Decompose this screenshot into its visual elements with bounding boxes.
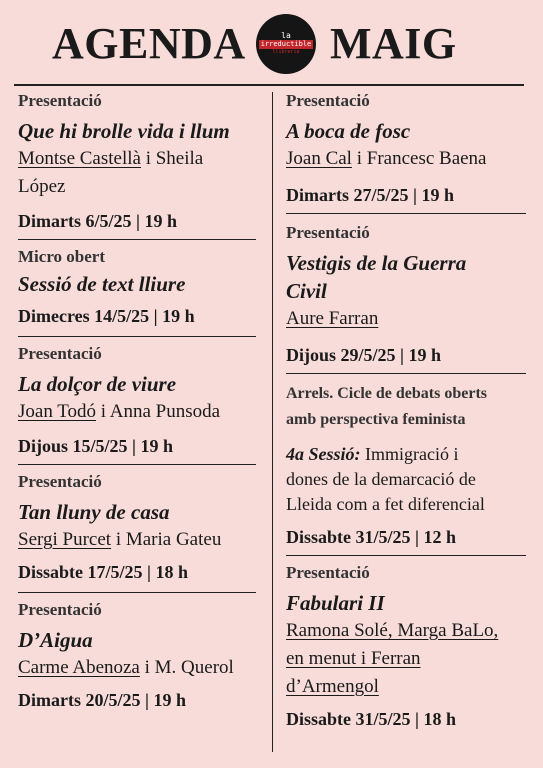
author-rest: i Anna Punsoda bbox=[96, 401, 221, 422]
event-separator bbox=[18, 336, 256, 337]
event-separator bbox=[286, 213, 526, 214]
description-line1: Immigració i bbox=[360, 444, 459, 464]
column-divider bbox=[272, 92, 273, 752]
event-people bbox=[286, 617, 534, 645]
event-people-line2 bbox=[286, 645, 534, 673]
event-category: Arrels. Cicle de debats oberts bbox=[286, 385, 487, 402]
event-category: Presentació bbox=[286, 223, 370, 242]
logo-text-llibreria: llibreria bbox=[272, 49, 300, 55]
event-people bbox=[18, 145, 268, 173]
title-agenda: AGENDA bbox=[52, 19, 246, 68]
event-people-line2: López bbox=[18, 176, 66, 197]
session-label: 4a Sessió: bbox=[286, 444, 361, 464]
event-category: Presentació bbox=[18, 91, 102, 110]
event-description bbox=[286, 442, 534, 467]
author-rest: i Sheila bbox=[140, 148, 204, 169]
bookshop-logo bbox=[256, 14, 316, 74]
event-people-line3 bbox=[286, 673, 534, 701]
author-link: Ramona Solé, Marga BaLo, bbox=[286, 620, 499, 641]
event-date: Dimarts 6/5/25 | 19 h bbox=[18, 211, 177, 231]
event-tan-lluny bbox=[18, 471, 268, 593]
event-title: Fabulari II bbox=[286, 591, 385, 615]
event-title: D’Aigua bbox=[18, 628, 93, 652]
event-category: Micro obert bbox=[18, 247, 106, 266]
description-line2: dones de la demarcació de bbox=[286, 469, 476, 489]
event-title: Vestigis de la Guerra bbox=[286, 251, 467, 275]
event-separator bbox=[286, 373, 526, 374]
event-vestigis bbox=[286, 222, 534, 374]
author-link: d’Armengol bbox=[286, 676, 379, 697]
event-arrels bbox=[286, 380, 534, 556]
event-date: Dissabte 17/5/25 | 18 h bbox=[18, 562, 188, 582]
event-date: Dimarts 20/5/25 | 19 h bbox=[18, 690, 186, 710]
event-date: Dijous 29/5/25 | 19 h bbox=[286, 345, 441, 365]
event-category: Presentació bbox=[18, 344, 102, 363]
event-separator bbox=[18, 592, 256, 593]
event-title: Sessió de text lliure bbox=[18, 272, 186, 296]
event-people bbox=[18, 654, 268, 682]
event-people bbox=[18, 526, 268, 554]
author-link: Aure Farran bbox=[286, 308, 379, 329]
event-date: Dissabte 31/5/25 | 12 h bbox=[286, 527, 456, 547]
header-rule bbox=[14, 84, 524, 86]
event-title-line2: Civil bbox=[286, 279, 327, 303]
author-link: Montse Castellà bbox=[18, 148, 141, 169]
event-category: Presentació bbox=[286, 91, 370, 110]
event-date: Dimarts 27/5/25 | 19 h bbox=[286, 185, 454, 205]
author-rest: i M. Querol bbox=[139, 657, 234, 678]
event-title: A boca de fosc bbox=[286, 119, 411, 143]
left-column bbox=[18, 88, 268, 712]
event-title: La dolçor de viure bbox=[18, 372, 177, 396]
author-link: Sergi Purcet bbox=[18, 529, 112, 550]
author-link: Joan Todó bbox=[18, 401, 97, 422]
right-column bbox=[286, 88, 534, 731]
header bbox=[0, 0, 543, 84]
event-people bbox=[286, 145, 534, 173]
event-category-line2: amb perspectiva feminista bbox=[286, 411, 466, 428]
event-a-boca-de-fosc bbox=[286, 88, 534, 214]
event-category: Presentació bbox=[286, 563, 370, 582]
title-month: MAIG bbox=[330, 19, 457, 68]
event-fabulari bbox=[286, 562, 534, 731]
event-title: Tan lluny de casa bbox=[18, 500, 170, 524]
author-rest: i Francesc Baena bbox=[351, 148, 487, 169]
event-people bbox=[286, 305, 534, 333]
event-separator bbox=[18, 239, 256, 240]
author-rest: i Maria Gateu bbox=[111, 529, 222, 550]
event-que-hi-brolle bbox=[18, 88, 268, 240]
author-link: Joan Cal bbox=[286, 148, 352, 169]
author-link: en menut i Ferran bbox=[286, 648, 421, 669]
event-separator bbox=[18, 464, 256, 465]
event-micro-obert bbox=[18, 246, 268, 337]
logo-text-la: la bbox=[281, 31, 291, 40]
event-date: Dissabte 31/5/25 | 18 h bbox=[286, 709, 456, 729]
logo-text-irreductible: irreductible bbox=[260, 40, 312, 48]
author-link: Carme Abenoza bbox=[18, 657, 140, 678]
event-category: Presentació bbox=[18, 472, 102, 491]
event-date: Dijous 15/5/25 | 19 h bbox=[18, 436, 173, 456]
event-date: Dimecres 14/5/25 | 19 h bbox=[18, 306, 195, 326]
event-title: Que hi brolle vida i llum bbox=[18, 119, 230, 143]
event-separator bbox=[286, 555, 526, 556]
event-dolcor bbox=[18, 343, 268, 465]
event-daigua bbox=[18, 599, 268, 712]
description-line3: Lleida com a fet diferencial bbox=[286, 494, 485, 514]
event-category: Presentació bbox=[18, 600, 102, 619]
event-people bbox=[18, 398, 268, 426]
